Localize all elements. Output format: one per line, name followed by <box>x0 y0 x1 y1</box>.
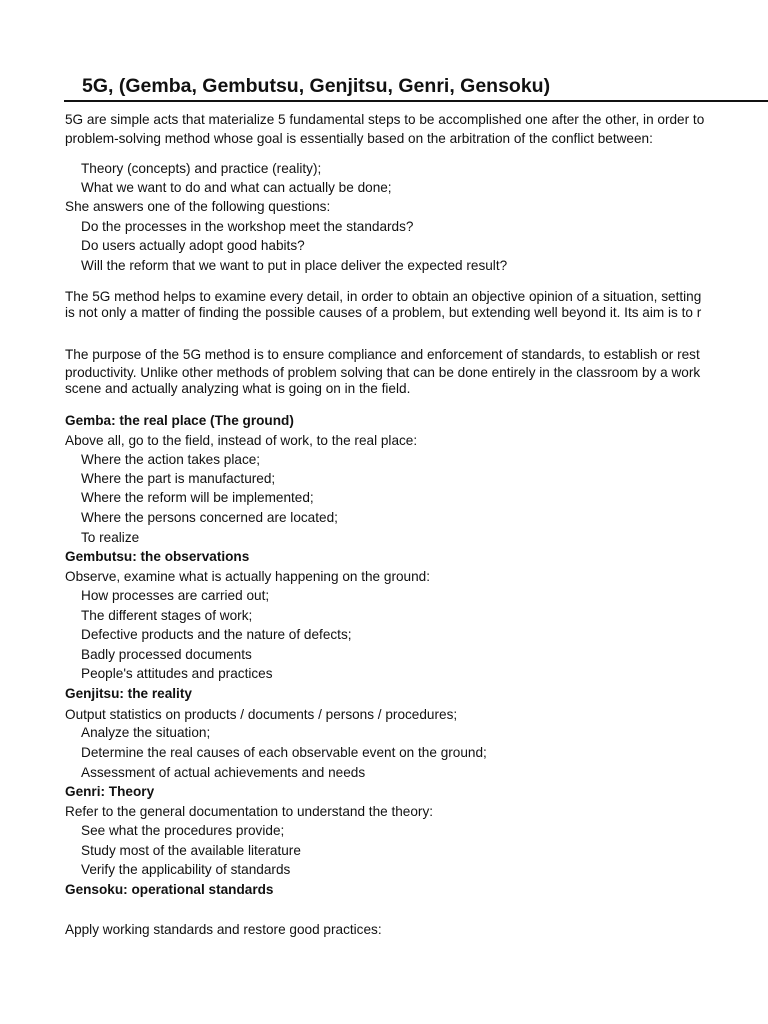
gemba-item: Where the part is manufactured; <box>81 471 276 486</box>
gensoku-intro: Apply working standards and restore good practices: <box>65 922 382 937</box>
genjitsu-item: Determine the real causes of each observable event on the ground; <box>81 745 487 760</box>
paragraph-3-line: productivity. Unlike other methods of problem solving that can be done entirely in the classroom by a work <box>65 365 701 380</box>
genjitsu-heading: Genjitsu: the reality <box>65 686 192 701</box>
gembutsu-intro: Observe, examine what is actually happening on the ground: <box>65 569 430 584</box>
gemba-item: Where the persons concerned are located; <box>81 510 338 525</box>
paragraph-2-line: The 5G method helps to examine every detail, in order to obtain an objective opinion of a situation, setting <box>65 289 702 304</box>
document-title: 5G, (Gemba, Gembutsu, Genjitsu, Genri, Gensoku) <box>82 75 551 97</box>
paragraph-2-line: is not only a matter of finding the possible causes of a problem, but extending well beyond it. Its aim is to r <box>65 305 702 320</box>
intro-line-2: problem-solving method whose goal is essentially based on the arbitration of the conflict between: <box>65 131 653 146</box>
genjitsu-item: Assessment of actual achievements and needs <box>81 765 366 780</box>
genjitsu-item: Analyze the situation; <box>81 725 211 740</box>
genri-item: See what the procedures provide; <box>81 823 285 838</box>
gemba-heading: Gemba: the real place (The ground) <box>65 413 294 428</box>
gensoku-heading: Gensoku: operational standards <box>65 882 274 897</box>
paragraph-3-line: scene and actually analyzing what is going on in the field. <box>65 381 411 396</box>
genri-item: Verify the applicability of standards <box>81 862 291 877</box>
gembutsu-heading: Gembutsu: the observations <box>65 549 250 564</box>
question-item: Do users actually adopt good habits? <box>81 238 305 253</box>
gembutsu-item: Defective products and the nature of defects; <box>81 627 352 642</box>
gembutsu-item: The different stages of work; <box>81 608 253 623</box>
intro-line-1: 5G are simple acts that materialize 5 fundamental steps to be accomplished one after the other, in order to <box>65 112 705 127</box>
gembutsu-item: Badly processed documents <box>81 647 252 662</box>
conflict-item: What we want to do and what can actually be done; <box>81 180 392 195</box>
gembutsu-item: People's attitudes and practices <box>81 666 273 681</box>
question-item: Will the reform that we want to put in place deliver the expected result? <box>81 258 508 273</box>
question-item: Do the processes in the workshop meet the standards? <box>81 219 414 234</box>
gemba-intro: Above all, go to the field, instead of work, to the real place: <box>65 433 418 448</box>
gemba-item: Where the action takes place; <box>81 452 261 467</box>
title-underline <box>64 100 768 102</box>
genri-heading: Genri: Theory <box>65 784 155 799</box>
paragraph-3-line: The purpose of the 5G method is to ensure compliance and enforcement of standards, to establish or rest <box>65 347 700 362</box>
questions-intro: She answers one of the following questions: <box>65 199 331 214</box>
genjitsu-intro: Output statistics on products / documents / persons / procedures; <box>65 707 458 722</box>
gemba-item: To realize <box>81 530 140 545</box>
genri-item: Study most of the available literature <box>81 843 301 858</box>
conflict-item: Theory (concepts) and practice (reality); <box>81 161 322 176</box>
gembutsu-item: How processes are carried out; <box>81 588 270 603</box>
genri-intro: Refer to the general documentation to understand the theory: <box>65 804 434 819</box>
gemba-item: Where the reform will be implemented; <box>81 490 314 505</box>
